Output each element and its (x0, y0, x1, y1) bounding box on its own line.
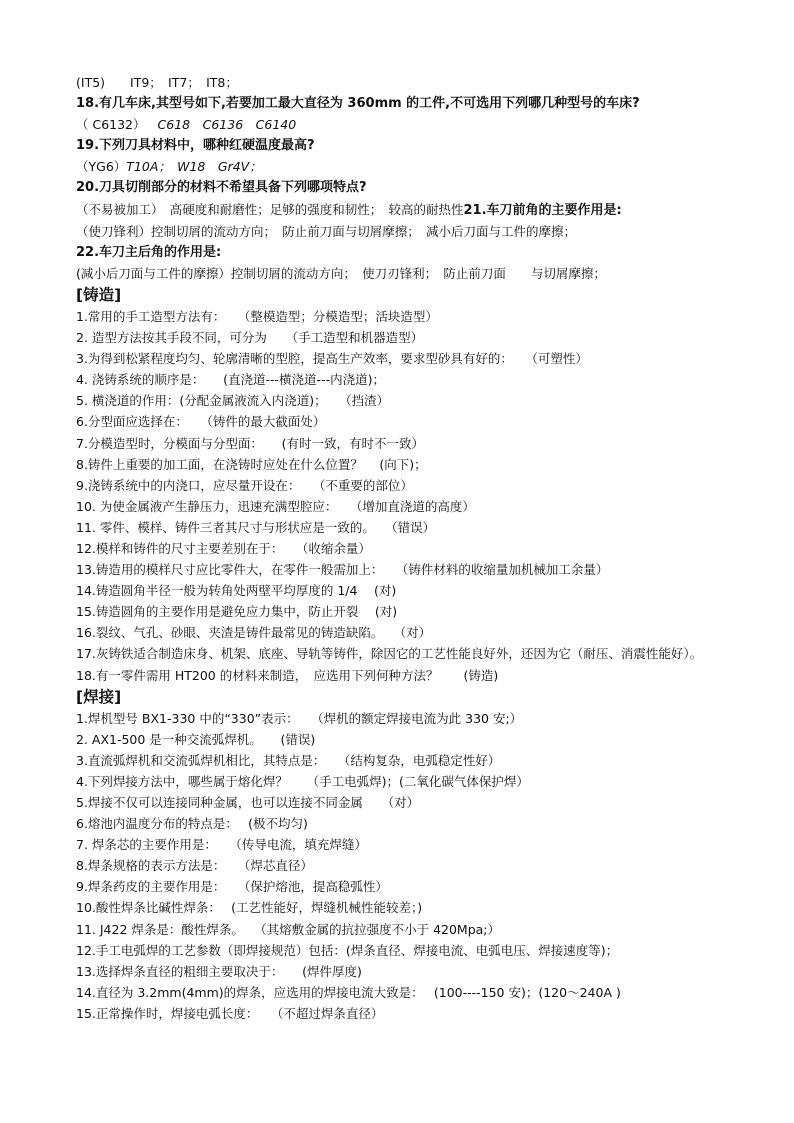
answer-20 (76, 199, 736, 221)
list-item: 14.铸造圆角半径一般为转角处两壁平均厚度的 1/4 (对) (76, 583, 397, 599)
answer-20-text: （不易被加工） 高硬度和耐磨性；足够的强度和韧性； 较高的耐热性 (76, 201, 464, 217)
question-18: 18.有几车床,其型号如下,若要加工最大直径为 360mm 的工件,不可选用下列哪几种型号的车床? (76, 96, 640, 112)
prev-answer-options: (IT5) IT9； IT7； IT8； (76, 75, 238, 90)
list-item: 8.铸件上重要的加工面，在浇铸时应处在什么位置？ (向下)； (76, 456, 427, 472)
list-item: 10.酸性焊条比碱性焊条： (工艺性能好，焊缝机械性能较差；) (76, 900, 423, 916)
list-item: 11. J422 焊条是：酸性焊条。 （其熔敷金属的抗拉强度不小于 420Mpa;） (76, 921, 501, 937)
question-21: 21.车刀前角的主要作用是: (463, 202, 622, 218)
list-item: 6.熔池内温度分布的特点是： (极不均匀) (76, 816, 308, 832)
answer-19 (76, 156, 736, 177)
list-item: 5. 横浇道的作用：(分配金属液流入内浇道)； （挡渣） (76, 393, 390, 409)
list-item: 9.焊条药皮的主要作用是： （保护熔池，提高稳弧性） (76, 879, 388, 895)
list-item: 3.直流弧焊机和交流弧焊机相比，其特点是： （结构复杂，电弧稳定性好） (76, 752, 501, 768)
answer-19-key: （YG6） (76, 159, 127, 175)
list-item: 15.正常操作时，焊接电弧长度： （不超过焊条直径） (76, 1005, 384, 1021)
question-20: 20.刀具切削部分的材料不希望具备下列哪项特点? (76, 180, 367, 196)
answer-18-key: （ C6132） (76, 117, 146, 133)
list-item: 6.分型面应选择在： （铸件的最大截面处） (76, 414, 326, 430)
answer-22: (减小后刀面与工件的摩擦）控制切屑的流动方向； 使刀刃锋利； 防止前刀面 与切屑摩擦； (76, 265, 606, 281)
list-item: 12.手工电弧焊的工艺参数（即焊接规范）包括：(焊条直径、焊接电流、电弧电压、焊接速度等)； (76, 942, 619, 958)
list-item: 10. 为使金属液产生静压力，迅速充满型腔应： （增加直浇道的高度） (76, 498, 475, 514)
question-22: 22.车刀主后角的作用是: (76, 244, 222, 260)
list-item: 16.裂纹、气孔、砂眼、夹渣是铸件最常见的铸造缺陷。 （对） (76, 625, 432, 641)
list-item: 8.焊条规格的表示方法是： （焊芯直径） (76, 858, 313, 874)
answer-18 (76, 114, 736, 135)
list-item: 1.焊机型号 BX1-330 中的“330”表示： （焊机的额定焊接电流为此 330 安;） (76, 710, 523, 726)
list-item: 5.焊接不仅可以连接同种金属，也可以连接不同金属 （对） (76, 795, 420, 810)
list-item: 3.为得到松紧程度均匀、轮廓清晰的型腔，提高生产效率，要求型砂具有好的： （可塑性） (76, 351, 588, 367)
list-item: 2. 造型方法按其手段不同，可分为 （手工造型和机器造型） (76, 330, 424, 346)
list-item: 1.常用的手工造型方法有： （整模造型；分模造型；活块造型） (76, 308, 438, 324)
list-item: 4. 浇铸系统的顺序是： (直浇道---横浇道---内浇道)； (76, 372, 385, 388)
list-item: 12.模样和铸件的尺寸主要差别在于： （收缩余量） (76, 540, 371, 556)
answer-21: （使刀锋利）控制切屑的流动方向； 防止前刀面与切屑摩擦； 减小后刀面与工件的摩擦； (76, 223, 577, 239)
list-item: 7. 焊条芯的主要作用是： （传导电流，填充焊缝） (76, 837, 367, 853)
answer-19-options: T10A； W18 Gr4V； (126, 159, 262, 175)
section-title-welding: [焊接] (76, 687, 122, 706)
list-item: 13.铸造用的模样尺寸应比零件大，在零件一般需加上： （铸件材料的收缩量加机械加工余量） (76, 562, 609, 578)
list-item: 13.选择焊条直径的粗细主要取决于： (焊件厚度) (76, 963, 362, 979)
list-item: 2. AX1-500 是一种交流弧焊机。 (错误) (76, 731, 316, 747)
list-item: 4.下列焊接方法中，哪些属于熔化焊？ （手工电弧焊)；(二氧化碳气体保护焊） (76, 773, 529, 789)
list-item: 7.分模造型时，分模面与分型面： (有时一致，有时不一致） (76, 435, 425, 451)
question-19: 19.下列刀具材料中，哪种红硬温度最高? (76, 138, 315, 154)
section-title-casting: [铸造] (76, 285, 122, 304)
list-item: 18.有一零件需用 HT200 的材料来制造， 应选用下列何种方法？ (铸造) (76, 667, 499, 683)
document-page (76, 72, 736, 1024)
list-item: 14.直径为 3.2mm(4mm)的焊条，应选用的焊接电流大致是： (100----150 安)；(120～240A ) (76, 984, 621, 1000)
answer-18-options: C618 C6136 C6140 (157, 117, 297, 133)
list-item: 17.灰铸铁适合制造床身、机架、底座、导轨等铸件，除因它的工艺性能良好外，还因为它（耐压、消震性能好）。 (76, 646, 703, 662)
list-item: 9.浇铸系统中的内浇口，应尽量开设在： （不重要的部位） (76, 477, 413, 493)
list-item: 15.铸造圆角的主要作用是避免应力集中，防止开裂 (对) (76, 604, 398, 620)
list-item: 11. 零件、模样、铸件三者其尺寸与形状应是一致的。 （错误） (76, 519, 436, 535)
